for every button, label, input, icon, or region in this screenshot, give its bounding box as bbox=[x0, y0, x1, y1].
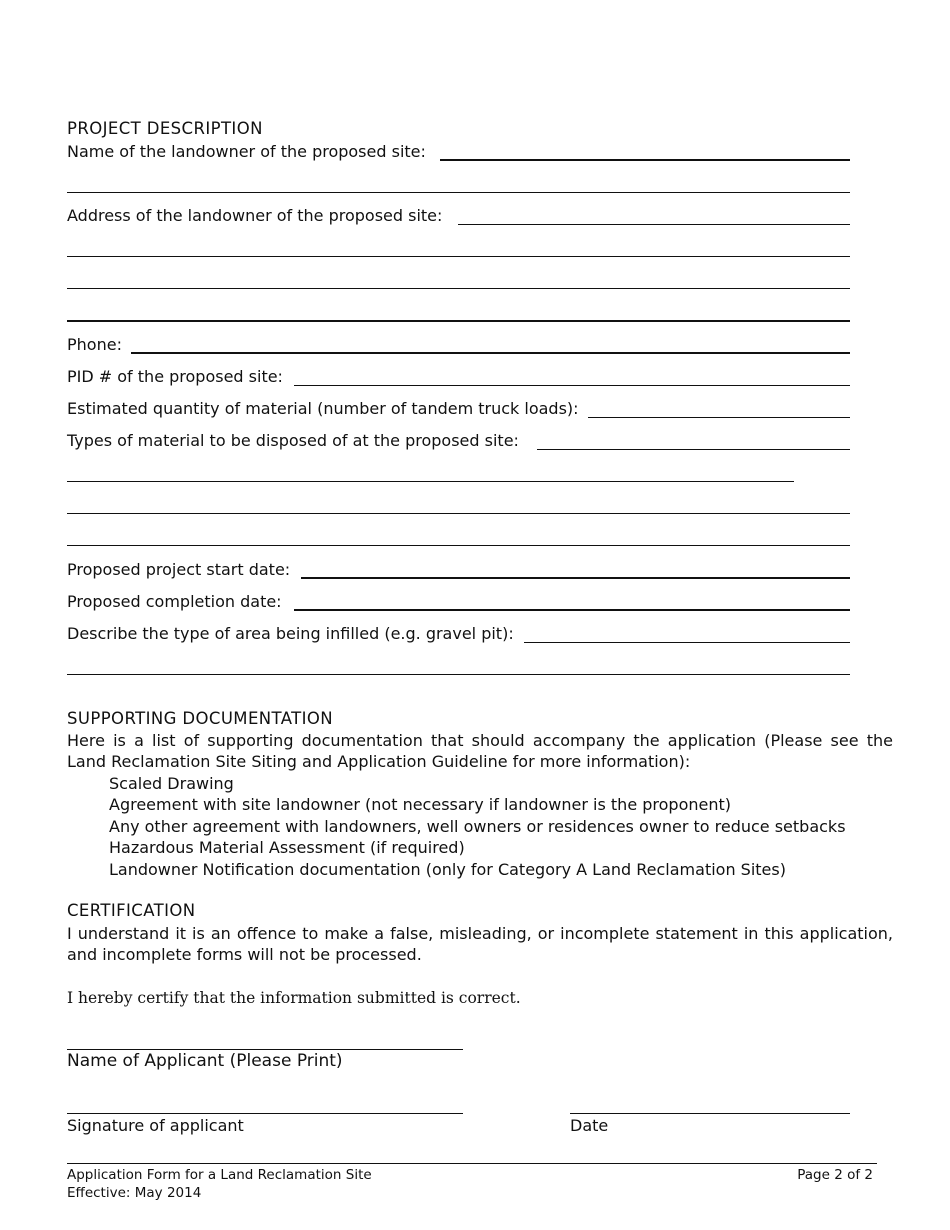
phone-label: Phone: bbox=[67, 335, 122, 354]
certification-statement: I understand it is an offence to make a false, misleading, or incomplete statement in this application, and incomplete forms will not be processed. bbox=[67, 924, 893, 964]
applicant-name-field[interactable] bbox=[67, 1049, 463, 1050]
completion-date-field[interactable] bbox=[294, 609, 850, 611]
footer-effective-date: Effective: May 2014 bbox=[67, 1185, 202, 1201]
material-types-field[interactable] bbox=[537, 449, 850, 450]
certify-text: I hereby certify that the information submitted is correct. bbox=[67, 989, 521, 1007]
landowner-name-label: Name of the landowner of the proposed site: bbox=[67, 142, 426, 161]
pid-field[interactable] bbox=[294, 385, 850, 386]
start-date-field[interactable] bbox=[301, 577, 850, 579]
landowner-address-field-line-4[interactable] bbox=[67, 320, 850, 322]
date-label: Date bbox=[570, 1116, 609, 1135]
footer-form-title: Application Form for a Land Reclamation Site bbox=[67, 1167, 372, 1183]
landowner-name-field[interactable] bbox=[440, 159, 850, 161]
landowner-address-field-line-2[interactable] bbox=[67, 256, 850, 257]
footer-page-number: Page 2 of 2 bbox=[797, 1167, 873, 1183]
pid-label: PID # of the proposed site: bbox=[67, 367, 283, 386]
area-type-field-line-2[interactable] bbox=[67, 674, 850, 675]
landowner-name-field-line-2[interactable] bbox=[67, 192, 850, 193]
material-types-field-line-4[interactable] bbox=[67, 545, 850, 546]
area-type-label: Describe the type of area being infilled (e.g. gravel pit): bbox=[67, 624, 514, 643]
start-date-label: Proposed project start date: bbox=[67, 560, 291, 579]
doc-item-scaled-drawing: Scaled Drawing bbox=[109, 774, 234, 793]
material-types-label: Types of material to be disposed of at the proposed site: bbox=[67, 431, 519, 450]
doc-item-landowner-notification: Landowner Notification documentation (only for Category A Land Reclamation Sites) bbox=[109, 860, 786, 879]
doc-item-hazardous-assessment: Hazardous Material Assessment (if required) bbox=[109, 838, 465, 857]
doc-item-landowner-agreement: Agreement with site landowner (not necessary if landowner is the proponent) bbox=[109, 795, 731, 814]
material-quantity-field[interactable] bbox=[588, 417, 850, 418]
phone-field[interactable] bbox=[131, 352, 850, 354]
project-description-heading: PROJECT DESCRIPTION bbox=[67, 119, 263, 138]
supporting-documentation-heading: SUPPORTING DOCUMENTATION bbox=[67, 709, 333, 728]
landowner-address-field[interactable] bbox=[458, 224, 850, 225]
footer-divider bbox=[67, 1163, 877, 1164]
landowner-address-label: Address of the landowner of the proposed site: bbox=[67, 206, 443, 225]
signature-field[interactable] bbox=[67, 1113, 463, 1114]
doc-item-setback-agreements: Any other agreement with landowners, well owners or residences owner to reduce setbacks bbox=[109, 817, 846, 836]
material-types-field-line-2[interactable] bbox=[67, 481, 794, 482]
signature-label: Signature of applicant bbox=[67, 1116, 244, 1135]
applicant-name-label: Name of Applicant (Please Print) bbox=[67, 1051, 343, 1071]
landowner-address-field-line-3[interactable] bbox=[67, 288, 850, 289]
certification-heading: CERTIFICATION bbox=[67, 901, 196, 920]
area-type-field[interactable] bbox=[524, 642, 850, 643]
completion-date-label: Proposed completion date: bbox=[67, 592, 282, 611]
date-field[interactable] bbox=[570, 1113, 850, 1114]
material-quantity-label: Estimated quantity of material (number of tandem truck loads): bbox=[67, 399, 579, 418]
material-types-field-line-3[interactable] bbox=[67, 513, 850, 514]
supporting-documentation-intro: Here is a list of supporting documentation that should accompany the application (Please see the Land Reclamation Site Siting and Application Guideline for more information): bbox=[67, 731, 893, 771]
